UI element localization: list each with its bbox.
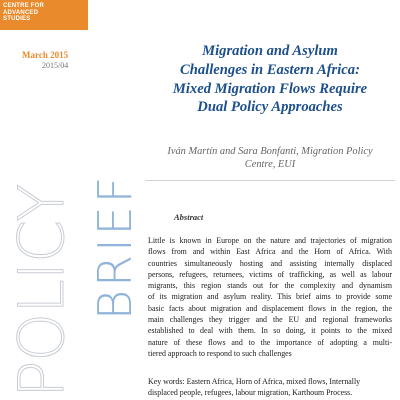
document-title bbox=[145, 42, 395, 117]
abstract-text bbox=[148, 235, 392, 359]
publication-date: March 2015 bbox=[22, 50, 69, 60]
abstract-heading: Abstract bbox=[174, 212, 204, 222]
abstract-line: of its migration and asylum reality. This brief aims to provide some bbox=[148, 292, 392, 302]
brief-watermark: BRIEF bbox=[88, 173, 142, 320]
authors bbox=[150, 145, 390, 171]
institution-logo bbox=[0, 0, 88, 30]
title-line: Migration and Asylum bbox=[202, 43, 338, 59]
keywords-line: Key words: Eastern Africa, Horn of Africa, mixed flows, Internally bbox=[148, 377, 361, 386]
title-line: Dual Policy Approaches bbox=[197, 99, 343, 116]
abstract-line: nature of these flows and to the importance of adopting a multi- bbox=[148, 337, 392, 347]
divider bbox=[145, 180, 395, 181]
abstract-line: tiered approach to respond to such challenges bbox=[148, 348, 292, 358]
abstract-line: persons, refugees, returnees, victims of trafficking, as well as labour bbox=[148, 269, 392, 279]
brief-number: 2015/04 bbox=[42, 61, 69, 70]
author-line: Iván Martín and Sara Bonfanti, Migration Policy bbox=[167, 146, 373, 157]
logo-line: STUDIES bbox=[3, 16, 31, 22]
logo-line: CENTRE FOR bbox=[3, 3, 44, 9]
logo-line: ADVANCED bbox=[3, 9, 39, 16]
abstract-line: flows from and within East Africa and the Horn of Africa. With bbox=[148, 247, 392, 257]
abstract-line: basic facts about migration and displacement flows in the region, the bbox=[148, 303, 392, 313]
abstract-line: established to deal with them. In so doing, it points to the mixed bbox=[148, 326, 392, 336]
title-line: Mixed Migration Flows Require bbox=[172, 80, 368, 97]
policy-watermark: POLICY bbox=[5, 184, 78, 398]
author-line: Centre, EUI bbox=[244, 159, 296, 170]
keywords-line: displaced people, refugees, labour migration, Karthoum Process. bbox=[148, 388, 353, 398]
abstract-line: main challenges they trigger and the EU and regional frameworks bbox=[148, 315, 392, 325]
abstract-line: Little is known in Europe on the nature and trajectories of migration bbox=[148, 236, 392, 245]
keywords bbox=[148, 376, 392, 399]
abstract-line: countries simultaneously hosting and assisting internally displaced bbox=[148, 258, 392, 268]
abstract-line: migrants, this region stands out for the complexity and dynamism bbox=[148, 281, 392, 291]
title-line: Challenges in Eastern Africa: bbox=[180, 61, 360, 78]
